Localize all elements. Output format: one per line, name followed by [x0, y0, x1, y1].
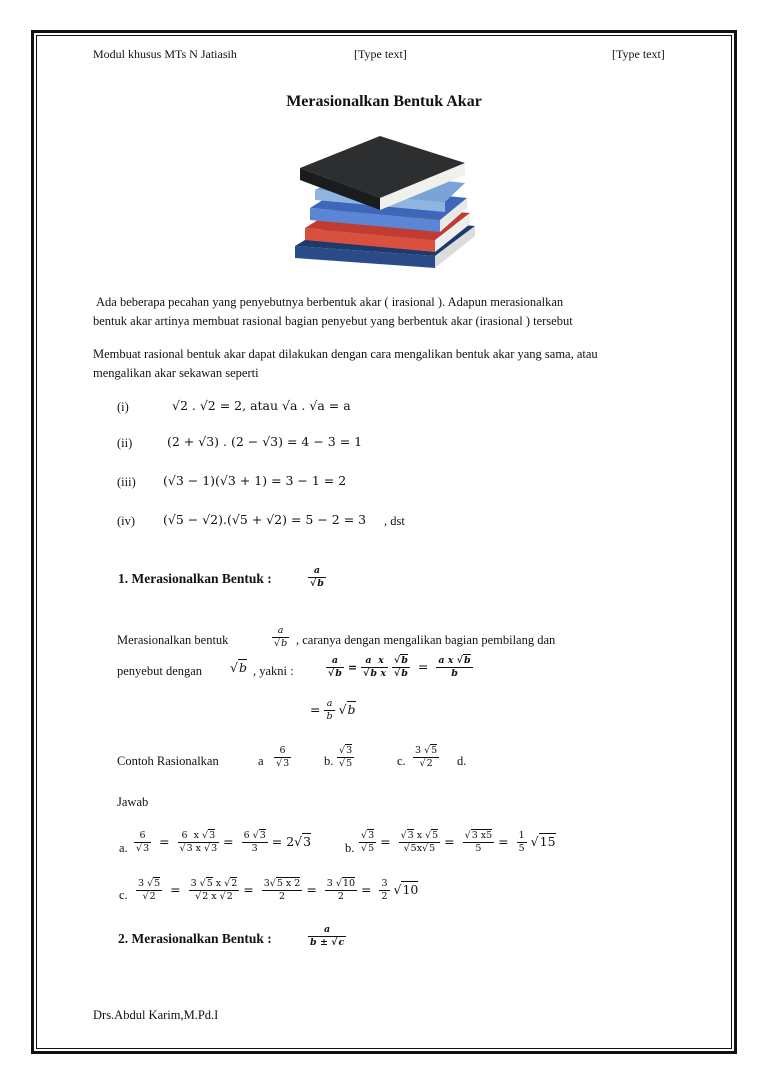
- answer-label: b.: [345, 841, 355, 855]
- header-right: [Type text]: [612, 47, 665, 61]
- example-expression: (√3 − 1)(√3 + 1) = 3 − 1 = 2: [163, 473, 347, 488]
- intro-line-3: Membuat rasional bentuk akar dapat dilakukan dengan cara mengalikan bentuk akar yang sama, atau: [93, 347, 598, 361]
- page-title: Merasionalkan Bentuk Akar: [286, 93, 482, 110]
- section-text: penyebut dengan: [117, 664, 203, 678]
- answer-label: c.: [119, 888, 128, 902]
- answer-a-formula: $\frac{6}{√3}$ = $\frac{6 x √3}{√3 x √3}$ = $\frac{6 √3}{3}$ = 2√3: [136, 830, 312, 854]
- example-label: (i): [117, 400, 129, 414]
- intro-line-2: bentuk akar artinya membuat rasional bagian penyebut yang berbentuk akar (irasional ) tersebut: [93, 314, 573, 328]
- formula-fraction: $\frac{a}{√b}$: [274, 625, 288, 649]
- formula-a-over-b-pm-root-c: $\frac{a}{b \pm √c}$: [310, 924, 345, 948]
- example-prompt: Contoh Rasionalkan: [117, 754, 219, 768]
- formula-a-over-root-b: $\frac{a}{√b}$: [310, 565, 324, 589]
- intro-line-1: Ada beberapa pecahan yang penyebutnya berbentuk akar ( irasional ). Adapun merasionalkan: [96, 295, 564, 309]
- header-center: [Type text]: [354, 47, 407, 61]
- section-text: , caranya dengan mengalikan bagian pembilang dan: [296, 633, 556, 647]
- option-label: b.: [324, 754, 334, 768]
- section-heading: 1. Merasionalkan Bentuk :: [118, 571, 272, 586]
- section-text: , yakni :: [253, 664, 294, 678]
- formula-option-a: $\frac{6}{√3}$: [276, 745, 290, 769]
- answer-c-formula: $\frac{3 √5}{√2}$ = $\frac{3 √5 x √2}{√2 x √2}$ = $\frac{3√5 x 2}{2}$ = $\frac{3 √10}{2}$ = $\frac{3}{2}$ √10: [138, 878, 419, 902]
- section-text: Merasionalkan bentuk: [117, 633, 229, 647]
- footer-author: Drs.Abdul Karim,M.Pd.I: [93, 1008, 219, 1022]
- answer-heading: Jawab: [117, 795, 149, 809]
- intro-line-4: mengalikan akar sekawan seperti: [93, 366, 259, 380]
- example-suffix: , dst: [384, 514, 405, 528]
- formula-root-b: √b: [230, 660, 247, 675]
- example-label: (ii): [117, 436, 133, 450]
- header-left: Modul khusus MTs N Jatiasih: [93, 47, 237, 61]
- option-label: c.: [397, 754, 406, 768]
- answer-b-formula: $\frac{√3}{√5}$ = $\frac{√3 x √5}{√5x√5}$ = $\frac{√3 x5}{5}$ = $\frac{1}{5}$ √15: [361, 830, 556, 854]
- formula-result: = $\frac{a}{b}$ √b: [310, 698, 356, 722]
- example-expression: √2 . √2 = 2, atau √a . √a = a: [172, 398, 351, 413]
- option-label: a: [258, 754, 264, 768]
- example-label: (iii): [117, 475, 136, 489]
- formula-option-b: $\frac{√3}{√5}$: [339, 745, 353, 769]
- option-label: d.: [457, 754, 467, 768]
- example-expression: (2 + √3) . (2 − √3) = 4 − 3 = 1: [167, 434, 363, 449]
- example-expression: (√5 − √2).(√5 + √2) = 5 − 2 = 3: [163, 512, 367, 527]
- stack-of-books-icon: [285, 128, 485, 278]
- section-heading: 2. Merasionalkan Bentuk :: [118, 931, 272, 946]
- formula-derivation: $\frac{a}{√b}$ = $\frac{\text{a x}}{\text{√b x}}$ $\frac{√b}{√b}$ = $\frac{\text{a x √b}}{b}$: [328, 655, 471, 679]
- answer-label: a.: [119, 841, 128, 855]
- example-label: (iv): [117, 514, 136, 528]
- formula-option-c: $\frac{3 √5}{√2}$: [415, 745, 438, 769]
